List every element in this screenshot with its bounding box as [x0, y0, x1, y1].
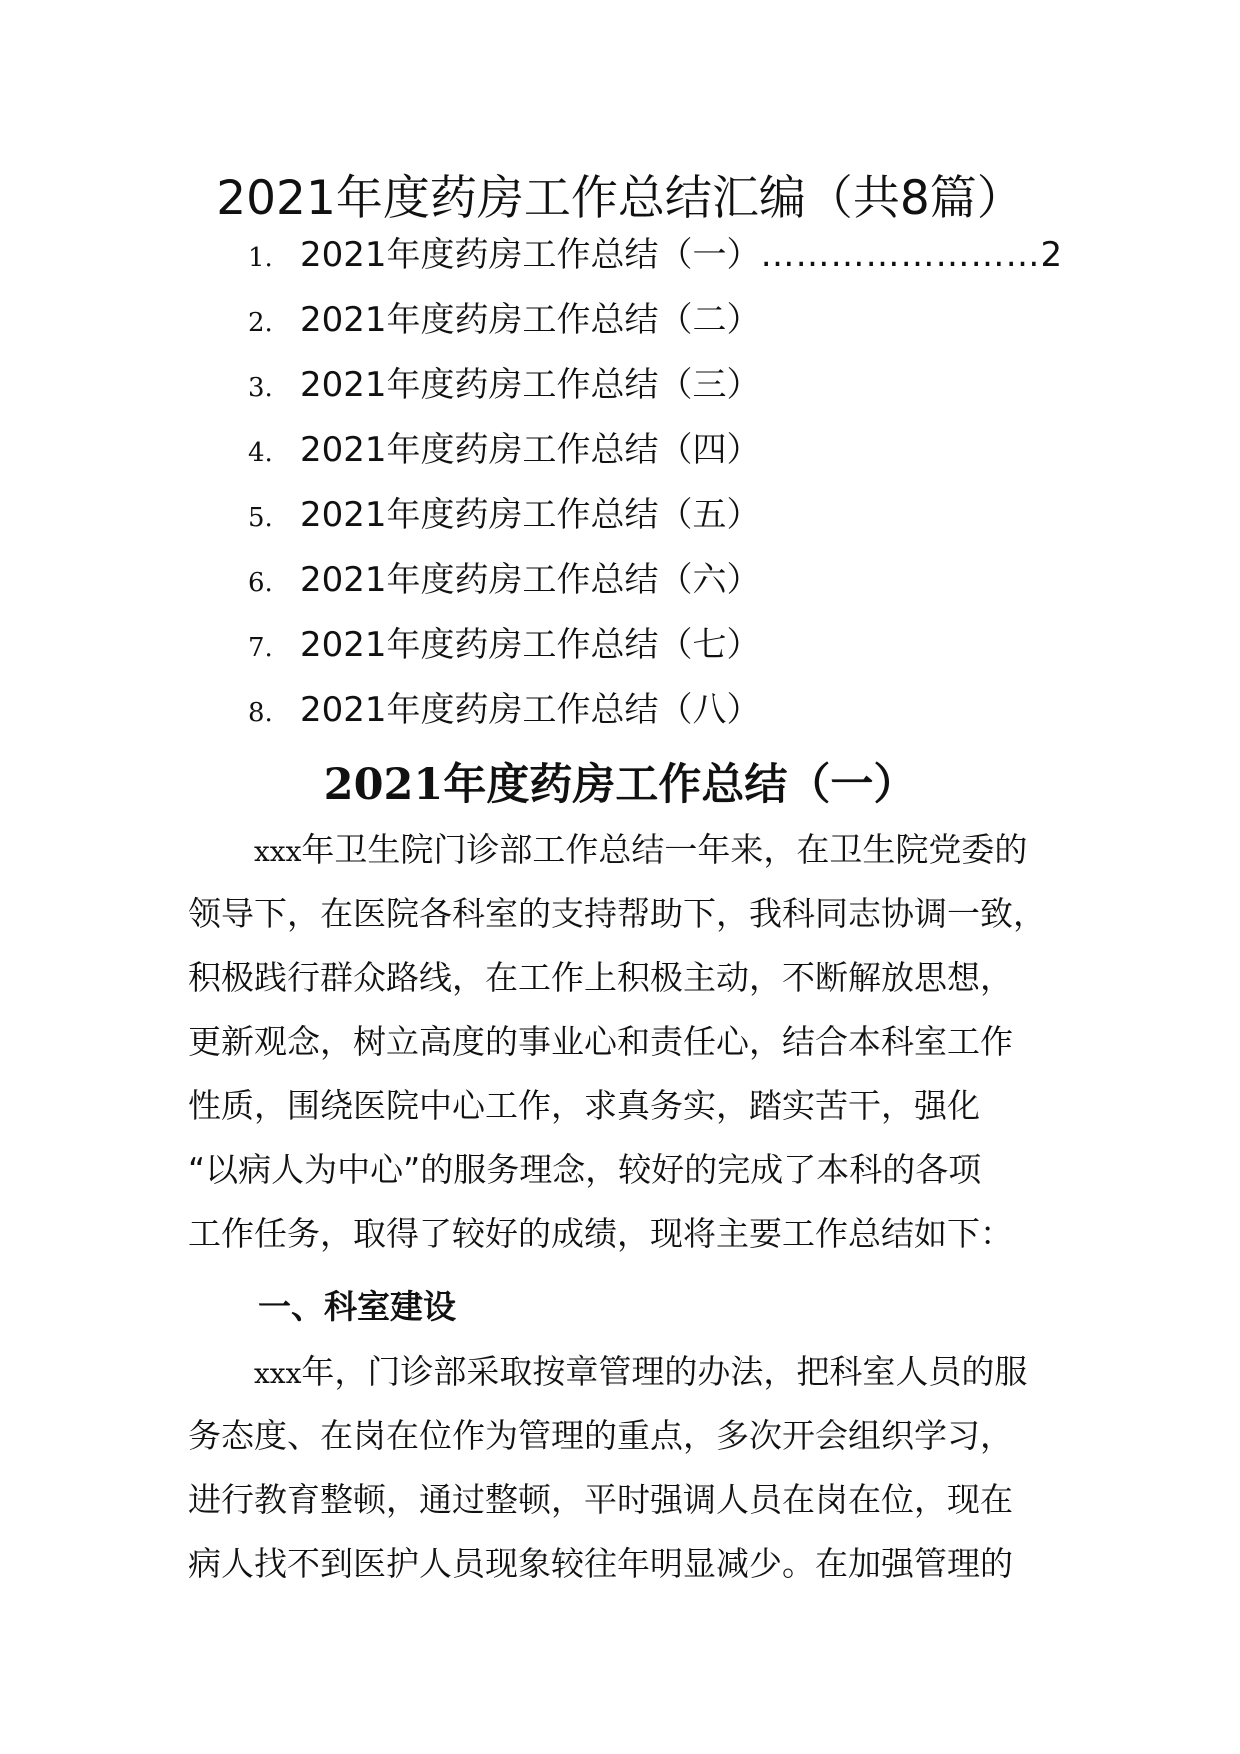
subheading: 一、科室建设: [258, 1287, 456, 1326]
section-title: 2021年度药房工作总结（一）: [323, 760, 917, 810]
toc-item-number: 1.: [248, 243, 273, 273]
paragraph-line: 病人找不到医护人员现象较往年明显减少。在加强管理的: [188, 1544, 1013, 1583]
paragraph-line: 务态度、在岗在位作为管理的重点，多次开会组织学习，: [188, 1416, 1013, 1455]
toc-item[interactable]: [248, 620, 761, 670]
toc-item[interactable]: [248, 490, 761, 540]
paragraph-line: “以病人为中心”的服务理念，较好的完成了本科的各项: [188, 1150, 982, 1189]
toc-dot-leader: ……………………: [760, 235, 1041, 275]
toc-item[interactable]: [248, 295, 761, 345]
toc-item[interactable]: [248, 685, 761, 735]
toc-item-number: 8.: [248, 698, 273, 728]
toc-item-text: 2021年度药房工作总结（一）: [300, 235, 761, 275]
paragraph-line: 性质，围绕医院中心工作，求真务实，踏实苦干，强化: [188, 1086, 980, 1125]
toc-item-text: 2021年度药房工作总结（四）: [300, 430, 761, 470]
toc-item-text: 2021年度药房工作总结（七）: [300, 625, 761, 665]
toc-item-text: 2021年度药房工作总结（五）: [300, 495, 761, 535]
paragraph-line: 积极践行群众路线，在工作上积极主动，不断解放思想，: [188, 958, 1013, 997]
toc-item[interactable]: [248, 230, 1062, 280]
toc-item-text: 2021年度药房工作总结（六）: [300, 560, 761, 600]
toc-item-number: 6.: [248, 568, 273, 598]
line-text: 年卫生院门诊部工作总结一年来，在卫生院党委的: [301, 830, 1028, 869]
document-title: 2021年度药房工作总结汇编（共8篇）: [216, 171, 1024, 226]
toc-item-text: 2021年度药房工作总结（三）: [300, 365, 761, 405]
toc-item-number: 5.: [248, 503, 273, 533]
toc-page-number: 2: [1040, 235, 1063, 275]
line-text: 年，门诊部采取按章管理的办法，把科室人员的服: [301, 1352, 1028, 1391]
year-placeholder: xxx: [254, 835, 302, 868]
toc-item[interactable]: [248, 360, 761, 410]
toc-item[interactable]: [248, 555, 761, 605]
paragraph-line: [254, 818, 1027, 882]
toc-item-number: 2.: [248, 308, 273, 338]
toc-item-text: 2021年度药房工作总结（二）: [300, 300, 761, 340]
paragraph-line: 进行教育整顿，通过整顿，平时强调人员在岗在位，现在: [188, 1480, 1013, 1519]
paragraph-line: 工作任务，取得了较好的成绩，现将主要工作总结如下：: [188, 1214, 1013, 1253]
toc-item-text: 2021年度药房工作总结（八）: [300, 690, 761, 730]
toc-item-number: 3.: [248, 373, 273, 403]
paragraph-line: 领导下，在医院各科室的支持帮助下，我科同志协调一致，: [188, 894, 1046, 933]
toc-item[interactable]: [248, 425, 761, 475]
paragraph-line: [254, 1340, 1027, 1404]
toc-item-number: 4.: [248, 438, 273, 468]
toc-item-number: 7.: [248, 633, 273, 663]
paragraph-line: 更新观念，树立高度的事业心和责任心，结合本科室工作: [188, 1022, 1013, 1061]
year-placeholder: xxx: [254, 1357, 302, 1390]
